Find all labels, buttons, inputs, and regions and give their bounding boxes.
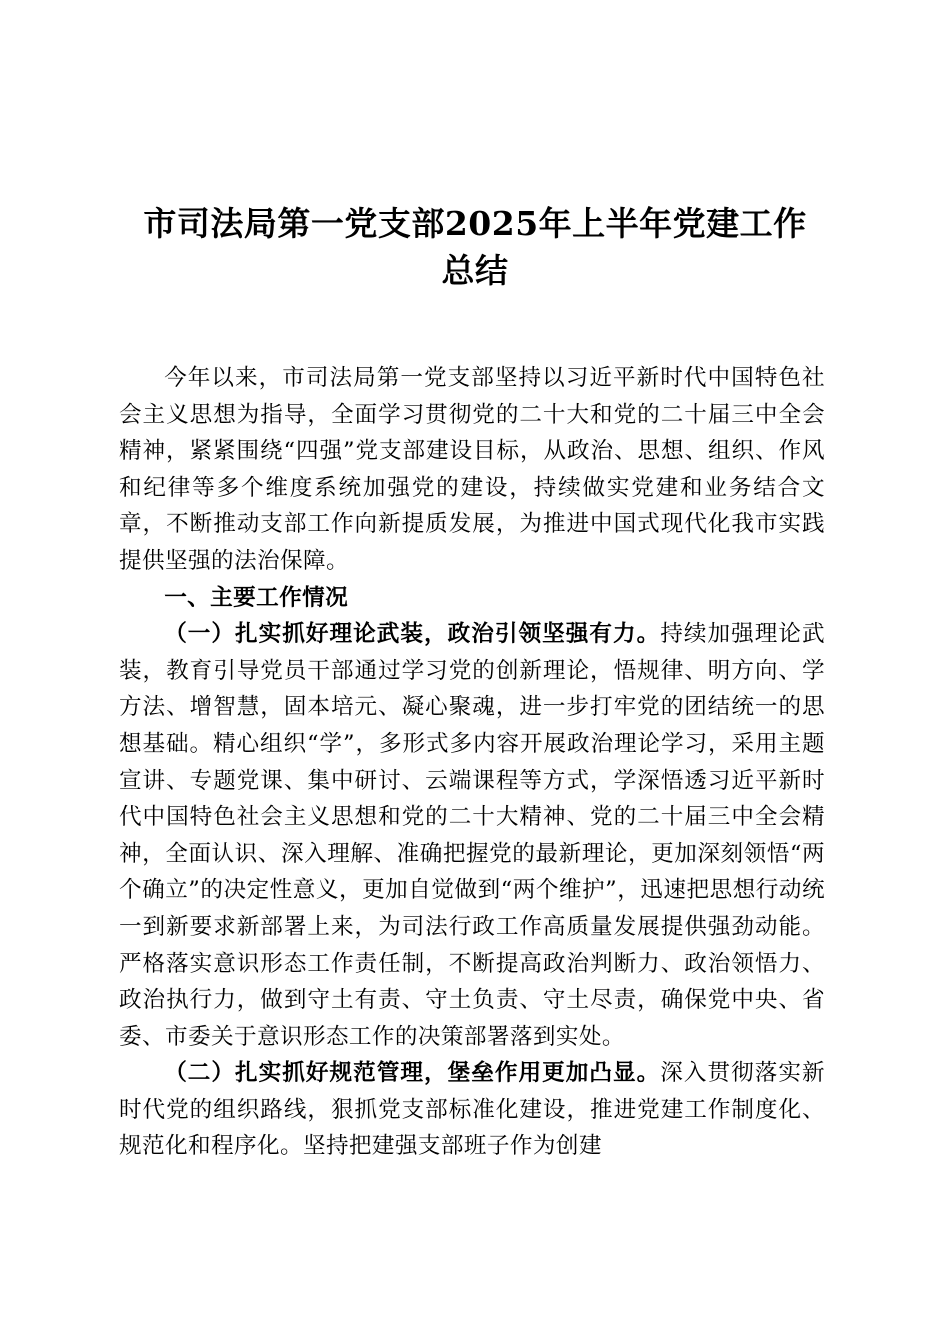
document-body <box>119 360 825 1165</box>
section-item-1-title: （一）扎实抓好理论武装，政治引领坚强有力。 <box>164 621 661 648</box>
section-item-1-paragraph <box>119 616 825 1055</box>
document-title-line-2: 总结 <box>441 251 509 290</box>
section-item-2-text: 深入贯彻落实新时代党的组织路线，狠抓党支部标准化建设，推进党建工作制度化、规范化和程序化。坚持把建强支部班子作为创建 <box>119 1060 825 1160</box>
intro-paragraph: 今年以来，市司法局第一党支部坚持以习近平新时代中国特色社会主义思想为指导，全面学习贯彻党的二十大和党的二十届三中全会精神，紧紧围绕“四强”党支部建设目标，从政治、思想、组织、作风和纪律等多个维度系统加强党的建设，持续做实党建和业务结合文章，不断推动支部工作向新提质发展，为推进中国式现代化我市实践提供坚强的法治保障。 <box>119 365 825 574</box>
section-heading-main-work: 一、主要工作情况 <box>164 584 349 611</box>
document-title-line-1: 市司法局第一党支部2025年上半年党建工作 <box>143 204 807 243</box>
section-item-1-text: 持续加强理论武装，教育引导党员干部通过学习党的创新理论，悟规律、明方向、学方法、增智慧，固本培元、凝心聚魂，进一步打牢党的团结统一的思想基础。精心组织“学”，多形式多内容开展政治理论学习，采用主题宣讲、专题党课、集中研讨、云端课程等方式，学深悟透习近平新时代中国特色社会主义思想和党的二十大精神、党的二十届三中全会精神，全面认识、深入理解、准确把握党的最新理论，更加深刻领悟“两个确立”的决定性意义，更加自觉做到“两个维护”，迅速把思想行动统一到新要求新部署上来，为司法行政工作高质量发展提供强劲动能。严格落实意识形态工作责任制，不断提高政治判断力、政治领悟力、政治执行力，做到守土有责、守土负责、守土尽责，确保党中央、省委、市委关于意识形态工作的决策部署落到实处。 <box>119 621 825 1050</box>
section-item-2-title: （二）扎实抓好规范管理，堡垒作用更加凸显。 <box>164 1060 661 1087</box>
section-item-2-paragraph <box>119 1055 825 1165</box>
